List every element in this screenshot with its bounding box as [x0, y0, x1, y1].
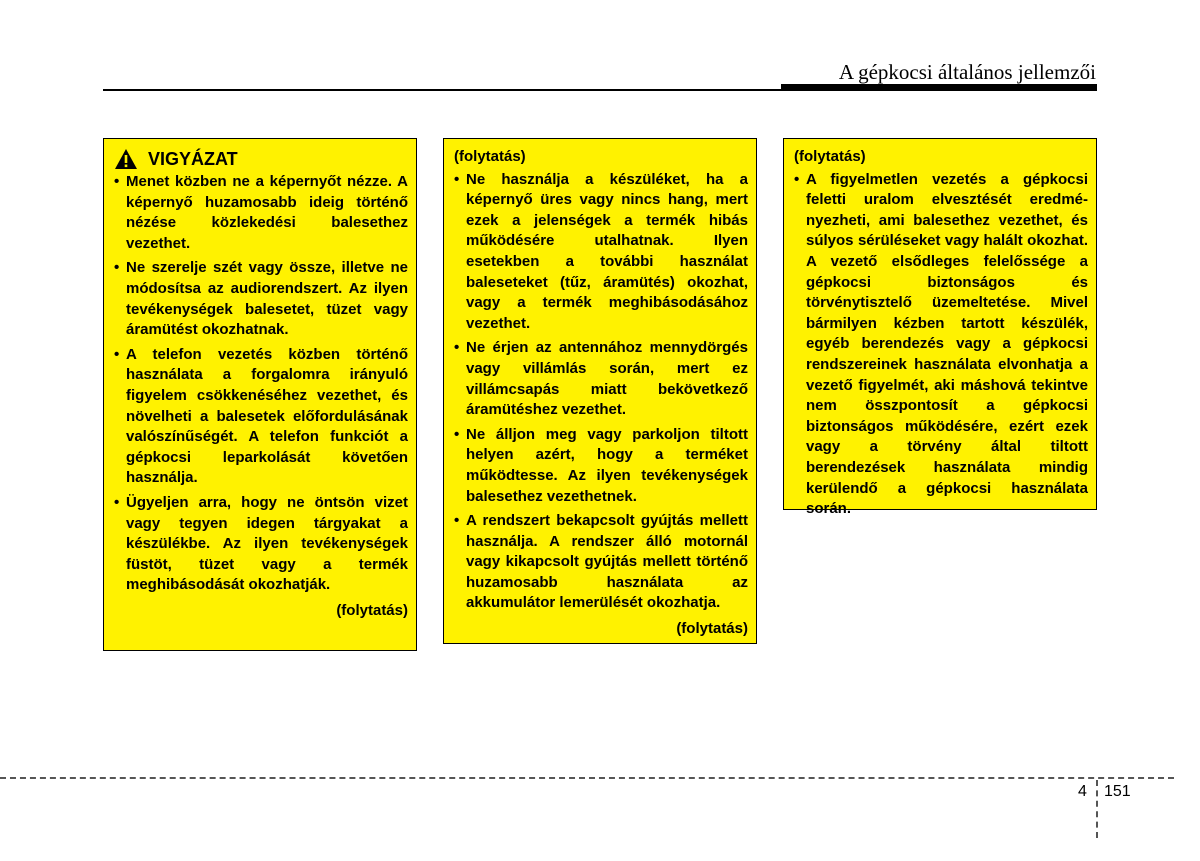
chapter-number: 4 — [1078, 783, 1087, 800]
warning-list-2 — [454, 170, 748, 614]
warning-list-1 — [114, 172, 408, 596]
warning-box-2 — [443, 138, 757, 644]
warning-box-1 — [103, 138, 417, 651]
continued-header: (folytatás) — [454, 148, 526, 165]
warning-list-3 — [794, 170, 1088, 520]
header-rule-thick — [781, 84, 1097, 91]
continued-label: (folytatás) — [336, 601, 408, 619]
header-rule-thin — [103, 89, 783, 91]
list-item: • A figyelmetlen vezetés a gépkocsi feletti uralom elvesztését eredményezheti, ami balesethez vezethet, és súlyos sérüléseket vagy halált okozhat. A vezető elsődleges felelőssége a gépkocsi biztonságos és törvénytisztelő üzemeltetése. Mivel bármilyen kézben tartott készülék, egyéb berendezés vagy a gépkocsi rendszereinek használata elvonhatja a vezető figyelmét, aki máshová tekintve nem összpontosít a gépkocsi biztonságos működésére, ezért ezek vagy a törvény által tiltott berendezések használata mindig kerülendő a gépkocsi használata során. — [794, 170, 1088, 520]
list-item: • Ne használja a készüléket, ha a képernyő üres vagy nincs hang, mert ezek a jelenségek a termék hibás működésére utalhatnak. Ilyen esetekben a további használat baleseteket (tűz, áramütés) okozhat, vagy a termék meghibásodásához vezethet. — [454, 170, 748, 335]
list-item: • A telefon vezetés közben történő használata a forgalomra irányuló figyelem csökkenéséhez vezethet, és növelheti a balesetek előfordulásának valószínűségét. A telefon funkciót a gépkocsi leparkolását követően használja. — [114, 345, 408, 489]
warning-triangle-icon — [114, 148, 138, 170]
list-item: • A rendszert bekapcsolt gyújtás mellett használja. A rendszer álló motornál vagy kikapcsolt gyújtás mellett történő huzamosabb használata az akkumulátor lemerülését okozhatja. — [454, 511, 748, 614]
footer-dashed-rule — [0, 777, 1174, 779]
list-item: • Ügyeljen arra, hogy ne öntsön vizet vagy tegyen idegen tárgyakat a készülékbe. Az ilyen tevékenységek füstöt, tüzet vagy a termék meghibásodását okozhatják. — [114, 493, 408, 596]
footer-dashed-divider — [1096, 780, 1098, 838]
page-header-title: A gépkocsi általános jellemzői — [838, 60, 1096, 84]
list-item: • Ne érjen az antennához mennydörgés vagy villámlás során, mert ez villámcsapás miatt bekövetkező áramütéshez vezethet. — [454, 338, 748, 420]
continued-header: (folytatás) — [794, 148, 866, 165]
page-number: 151 — [1104, 783, 1131, 800]
warning-heading — [114, 148, 408, 170]
warning-title: VIGYÁZAT — [148, 149, 238, 169]
warning-box-3 — [783, 138, 1097, 518]
list-item: • Ne szerelje szét vagy össze, illetve ne módosítsa az audiorendszert. Az ilyen tevékenységek balesetet, tüzet vagy áramütést okozhatnak. — [114, 258, 408, 340]
list-item: • Menet közben ne a képernyőt nézze. A képernyő huzamosabb ideig történő nézése közlekedési balesethez vezethet. — [114, 172, 408, 254]
list-item: • Ne álljon meg vagy parkoljon tiltott helyen azért, hogy a terméket működtesse. Az ilyen tevékenységek balesethez vezethetnek. — [454, 425, 748, 507]
continued-label: (folytatás) — [676, 620, 748, 638]
